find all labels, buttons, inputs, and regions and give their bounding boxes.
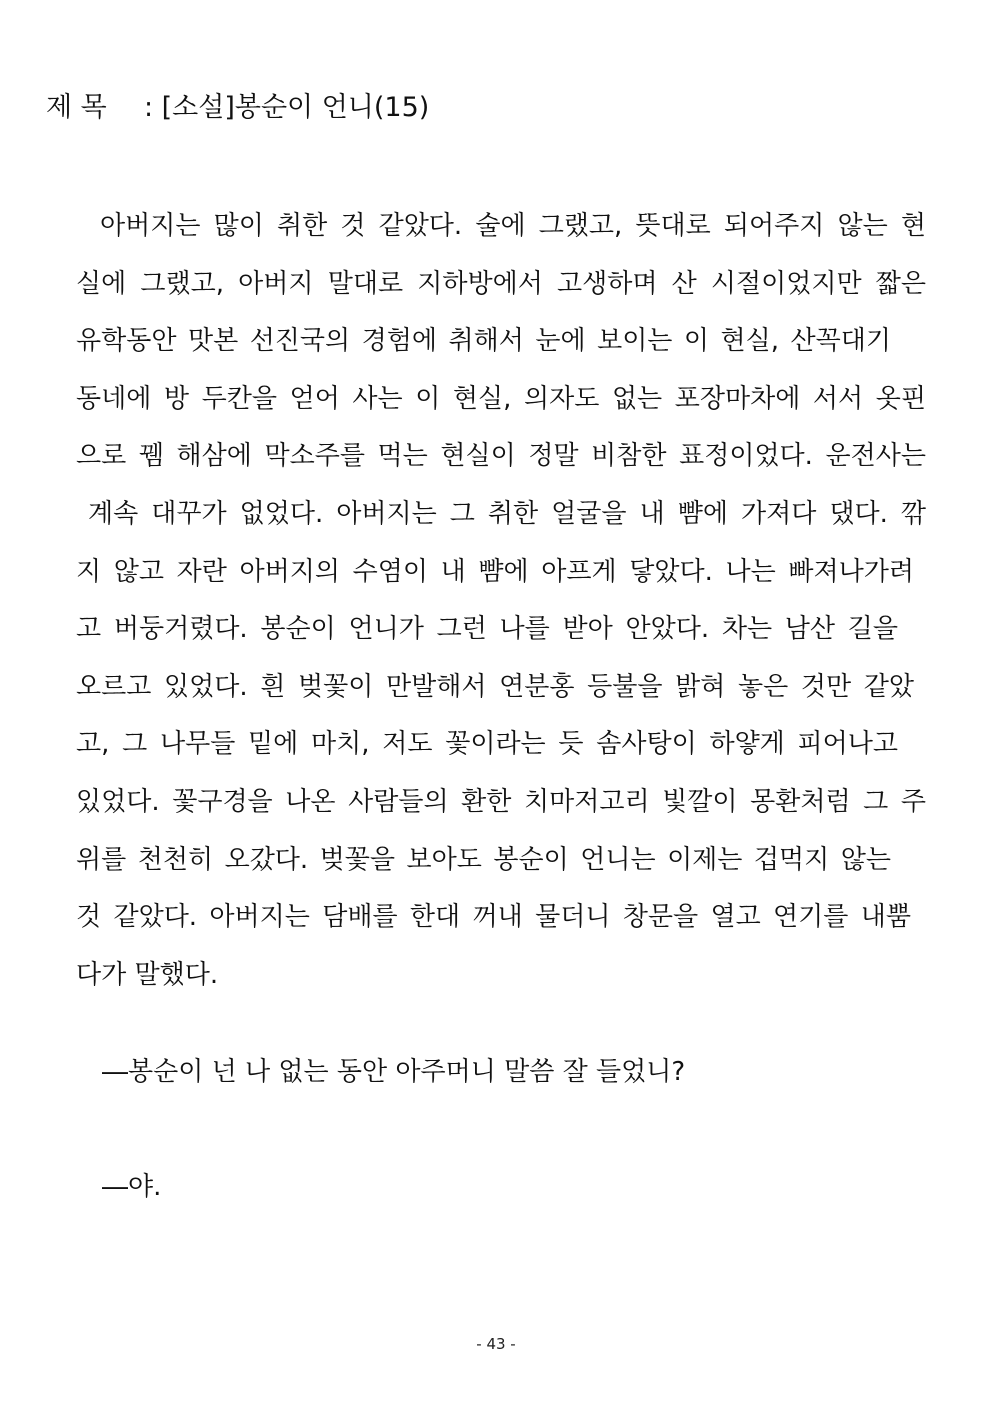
paragraph-line: 유학동안 맛본 선진국의 경험에 취해서 눈에 보이는 이 현실, 산꼭대기	[76, 326, 891, 357]
title-label: 제 목	[46, 92, 107, 123]
paragraph-line: 아버지는 많이 취한 것 같았다. 술에 그랬고, 뜻대로 되어주지 않는 현	[100, 211, 926, 241]
title-separator: :	[143, 92, 154, 123]
paragraph-line: 것 같았다. 아버지는 담배를 한대 꺼내 물더니 창문을 열고 연기를 내뿜	[76, 902, 911, 933]
paragraph-line: 다가 말했다.	[76, 959, 219, 990]
paragraph-line: 지 않고 자란 아버지의 수염이 내 뺨에 아프게 닿았다. 나는 빠져나가려	[76, 556, 914, 587]
title-text: [소설]봉순이 언니(15)	[161, 92, 430, 123]
dialog-line: ―야.	[102, 1172, 162, 1202]
paragraph-line: 고, 그 나무들 밑에 마치, 저도 꽃이라는 듯 솜사탕이 하얗게 피어나고	[76, 729, 898, 760]
paragraph-line: 위를 천천히 오갔다. 벚꽃을 보아도 봉순이 언니는 이제는 겁먹지 않는	[76, 844, 891, 875]
paragraph-line: 으로 뀀 해삼에 막소주를 먹는 현실이 정말 비참한 표정이었다. 운전사는	[76, 441, 926, 472]
document-title	[46, 88, 429, 128]
page-number: - 43 -	[476, 1335, 516, 1353]
dialog-line: ―봉순이 넌 나 없는 동안 아주머니 말씀 잘 들었니?	[102, 1057, 686, 1087]
paragraph-line: 고 버둥거렸다. 봉순이 언니가 그런 나를 받아 안았다. 차는 남산 길을	[76, 614, 898, 645]
body-paragraph	[76, 198, 926, 1004]
paragraph-line: 있었다. 꽃구경을 나온 사람들의 환한 치마저고리 빛깔이 몽환처럼 그 주	[76, 786, 926, 817]
paragraph-line: 동네에 방 두칸을 얻어 사는 이 현실, 의자도 없는 포장마차에 서서 옷핀	[76, 383, 926, 414]
paragraph-line: 실에 그랬고, 아버지 말대로 지하방에서 고생하며 산 시절이었지만 짧은	[76, 268, 926, 299]
paragraph-line: 오르고 있었다. 흰 벚꽃이 만발해서 연분홍 등불을 밝혀 놓은 것만 같았	[76, 671, 914, 702]
paragraph-line: 계속 대꾸가 없었다. 아버지는 그 취한 얼굴을 내 뺨에 가져다 댔다. 깎	[88, 498, 926, 529]
